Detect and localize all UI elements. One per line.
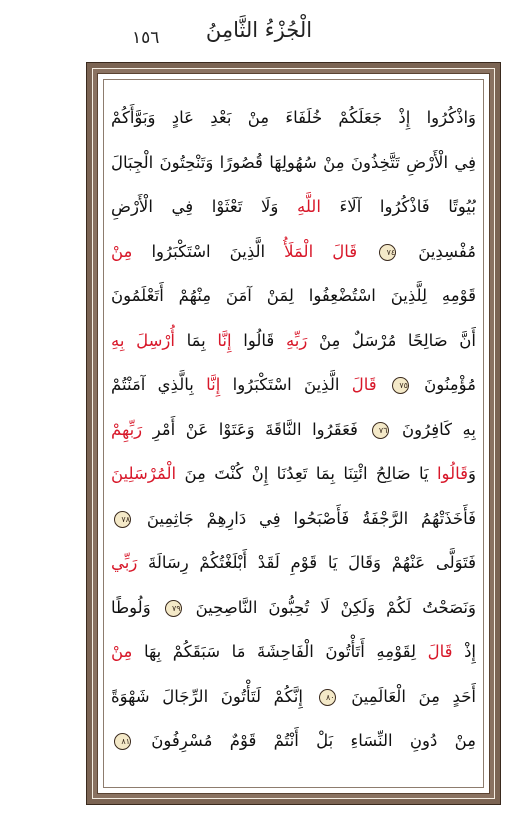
- verse-text: فَتَوَلَّى عَنْهُمْ وَقَالَ يَا قَوْمِ لَقَدْ أَبْلَغْتُكُمْ رِسَالَةَ: [137, 553, 476, 572]
- verse-text: لِقَوْمِهِ أَتَأْتُونَ الْفَاحِشَةَ مَا سَبَقَكُمْ بِهَا: [132, 642, 428, 661]
- verse-text: إِنَّكُمْ لَتَأْتُونَ الرِّجَالَ شَهْوَةً: [111, 686, 316, 706]
- verse-text: بُيُوتًا فَاذْكُرُوا آلَاءَ: [320, 197, 476, 216]
- text-line: [111, 230, 476, 275]
- verse-marker: ٨٠: [319, 689, 336, 706]
- highlighted-word: إِنَّا: [206, 375, 221, 394]
- text-line: [111, 541, 476, 586]
- highlighted-word: قَالَ: [351, 375, 377, 394]
- text-line: [111, 141, 476, 186]
- verse-text: فَأَخَذَتْهُمُ الرَّجْفَةُ فَأَصْبَحُوا فِي دَارِهِمْ جَاثِمِينَ: [134, 508, 476, 528]
- verse-text: مِنْ دُونِ النِّسَاءِ بَلْ أَنْتُمْ قَوْمٌ مُسْرِفُونَ: [134, 731, 476, 750]
- text-line: [111, 96, 476, 141]
- verse-text: بِمَا: [174, 330, 218, 350]
- ornamental-frame: [86, 62, 501, 805]
- verse-text: فِي الْأَرْضِ تَتَّخِذُونَ مِنْ سُهُولِهَا قُصُورًا وَتَنْحِتُونَ الْجِبَالَ: [111, 152, 476, 172]
- highlighted-word: مِنْ: [111, 642, 133, 661]
- verse-text: يَا صَالِحُ ائْتِنَا بِمَا تَعِدُنَا إِنْ كُنْتَ مِنَ: [176, 464, 437, 483]
- verse-text: وَلُوطًا: [111, 597, 162, 617]
- text-panel: [97, 73, 490, 794]
- verse-text: وَلَا تَعْثَوْا فِي الْأَرْضِ: [111, 197, 297, 216]
- verse-text: بِهِ كَافِرُونَ: [391, 419, 476, 439]
- highlighted-word: قَالَ الْمَلَأُ: [284, 241, 358, 261]
- text-line: [111, 586, 476, 631]
- verse-text: فَعَقَرُوا النَّاقَةَ وَعَتَوْا عَنْ أَمْرِ: [142, 419, 369, 439]
- highlighted-word: مِنْ: [111, 241, 133, 261]
- page-header: [0, 0, 518, 58]
- verse-marker: ٧٩: [165, 600, 182, 617]
- verse-text: مُفْسِدِينَ: [399, 241, 476, 261]
- highlighted-word: اللَّهِ: [297, 197, 321, 216]
- text-line: [111, 274, 476, 319]
- text-line: [111, 719, 476, 764]
- text-line: [111, 185, 476, 230]
- text-line: [111, 497, 476, 542]
- verse-text: وَنَصَحْتُ لَكُمْ وَلَكِنْ لَا تُحِبُّونَ النَّاصِحِينَ: [184, 597, 476, 617]
- verse-text: أَنَّ صَالِحًا مُرْسَلٌ مِنْ: [307, 330, 476, 350]
- verse-marker: ٧٥: [392, 377, 409, 394]
- verse-text: قَالُوا: [231, 330, 286, 350]
- text-line: [111, 630, 476, 675]
- verse-text: قَوْمِهِ لِلَّذِينَ اسْتُضْعِفُوا لِمَنْ آمَنَ مِنْهُمْ أَتَعْلَمُونَ: [111, 286, 476, 305]
- highlighted-word: رَبِّي: [111, 553, 138, 572]
- verse-text: إِذْ: [452, 642, 476, 661]
- highlighted-word: إِنَّا: [217, 330, 232, 350]
- page-number: ١٥٦: [132, 28, 160, 48]
- text-line: [111, 452, 476, 497]
- highlighted-word: رَبِّهِ: [285, 330, 308, 350]
- highlighted-word: الْمُرْسَلِينَ: [111, 464, 177, 483]
- verse-text: [357, 242, 376, 261]
- verse-text: بِالَّذِي آمَنْتُمْ: [111, 375, 207, 394]
- text-line: [111, 408, 476, 453]
- verse-text: وَاذْكُرُوا إِذْ جَعَلَكُمْ خُلَفَاءَ مِنْ بَعْدِ عَادٍ وَبَوَّأَكُمْ: [111, 108, 476, 127]
- verse-marker: ٧٦: [372, 422, 389, 439]
- verse-text: الَّذِينَ اسْتَكْبَرُوا: [220, 375, 352, 394]
- verse-marker: ٧٤: [379, 244, 396, 261]
- verse-text: [377, 375, 389, 394]
- text-line: [111, 319, 476, 364]
- highlighted-word: أُرْسِلَ بِهِ: [111, 330, 175, 350]
- frame-border: [92, 68, 495, 799]
- juz-title: الْجُزْءُ الثَّامِنُ: [205, 18, 313, 42]
- text-line: [111, 675, 476, 720]
- verse-text: وَ: [468, 464, 476, 483]
- highlighted-word: قَالُوا: [436, 464, 469, 483]
- verse-text: مُؤْمِنُونَ: [411, 375, 476, 394]
- quran-text: [111, 96, 476, 771]
- verse-text: الَّذِينَ اسْتَكْبَرُوا: [132, 241, 285, 261]
- text-line: [111, 363, 476, 408]
- highlighted-word: قَالَ: [427, 642, 453, 661]
- verse-marker: ٧٨: [114, 511, 131, 528]
- verse-marker: ٨١: [114, 733, 131, 750]
- verse-text: أَحَدٍ مِنَ الْعَالَمِينَ: [338, 686, 476, 706]
- highlighted-word: رَبِّهِمْ: [111, 419, 143, 439]
